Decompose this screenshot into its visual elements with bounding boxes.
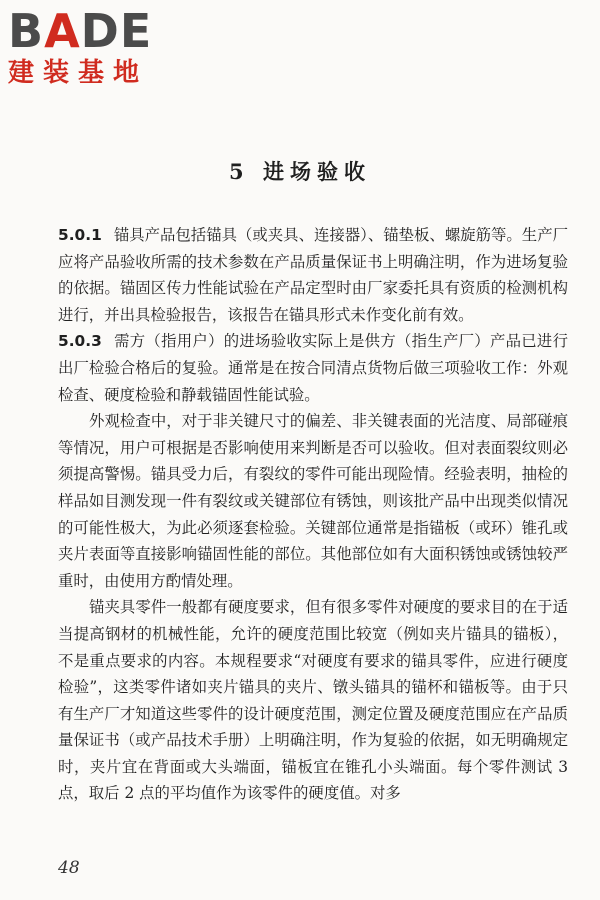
logo-letters-de: DE	[80, 4, 153, 58]
page-body	[58, 222, 568, 807]
clause-number: 5.0.1	[58, 226, 102, 244]
logo-letter-b: B	[8, 4, 45, 58]
clause-5-0-3	[58, 328, 568, 408]
logo-letter-a: A	[44, 4, 81, 58]
chapter-title: 5 进场验收	[229, 159, 371, 184]
page-number: 48	[58, 858, 80, 878]
body-paragraph: 外观检查中，对于非关键尺寸的偏差、非关键表面的光洁度、局部碰痕等情况，用户可根据是否影响使用来判断是否可以验收。但对表面裂纹则必须提高警惕。锚具受力后，有裂纹的零件可能出现险情。经验表明，抽检的样品如目测发现一件有裂纹或关键部位有锈蚀，则该批产品中出现类似情况的可能性极大，为此必须逐套检验。关键部位通常是指锚板（或环）锥孔或夹片表面等直接影响锚固性能的部位。其他部位如有大面积锈蚀或锈蚀较严重时，由使用方酌情处理。	[58, 412, 568, 590]
clause-text: 需方（指用户）的进场验收实际上是供方（指生产厂）产品已进行出厂检验合格后的复验。通常是在按合同清点货物后做三项验收工作：外观检查、硬度检验和静载锚固性能试验。	[58, 332, 568, 404]
logo-subtitle: 建装基地	[8, 58, 149, 88]
logo	[8, 6, 188, 88]
logo-wordmark	[8, 6, 188, 56]
clause-number: 5.0.3	[58, 332, 102, 351]
clause-5-0-1	[58, 222, 568, 328]
clause-text: 锚具产品包括锚具（或夹具、连接器）、锚垫板、螺旋筋等。生产厂应将产品验收所需的技术参数在产品质量保证书上明确注明，作为进场复验的依据。锚固区传力性能试验在产品定型时由厂家委托具有资质的检测机构进行，并出具检验报告，该报告在锚具形式未作变化前有效。	[58, 226, 568, 324]
body-paragraph: 锚夹具零件一般都有硬度要求，但有很多零件对硬度的要求目的在于适当提高钢材的机械性能，允许的硬度范围比较宽（例如夹片锚具的锚板），不是重点要求的内容。本规程要求“对硬度有要求的锚具零件，应进行硬度检验”，这类零件诸如夹片锚具的夹片、镦头锚具的锚杯和锚板等。由于只有生产厂才知道这些零件的设计硬度范围，测定位置及硬度范围应在产品质量保证书（或产品技术手册）上明确注明，作为复验的依据，如无明确规定时，夹片宜在背面或大头端面，锚板宜在锥孔小头端面。每个零件测试 3 点，取后 2 点的平均值作为该零件的硬度值。对多	[58, 598, 568, 803]
